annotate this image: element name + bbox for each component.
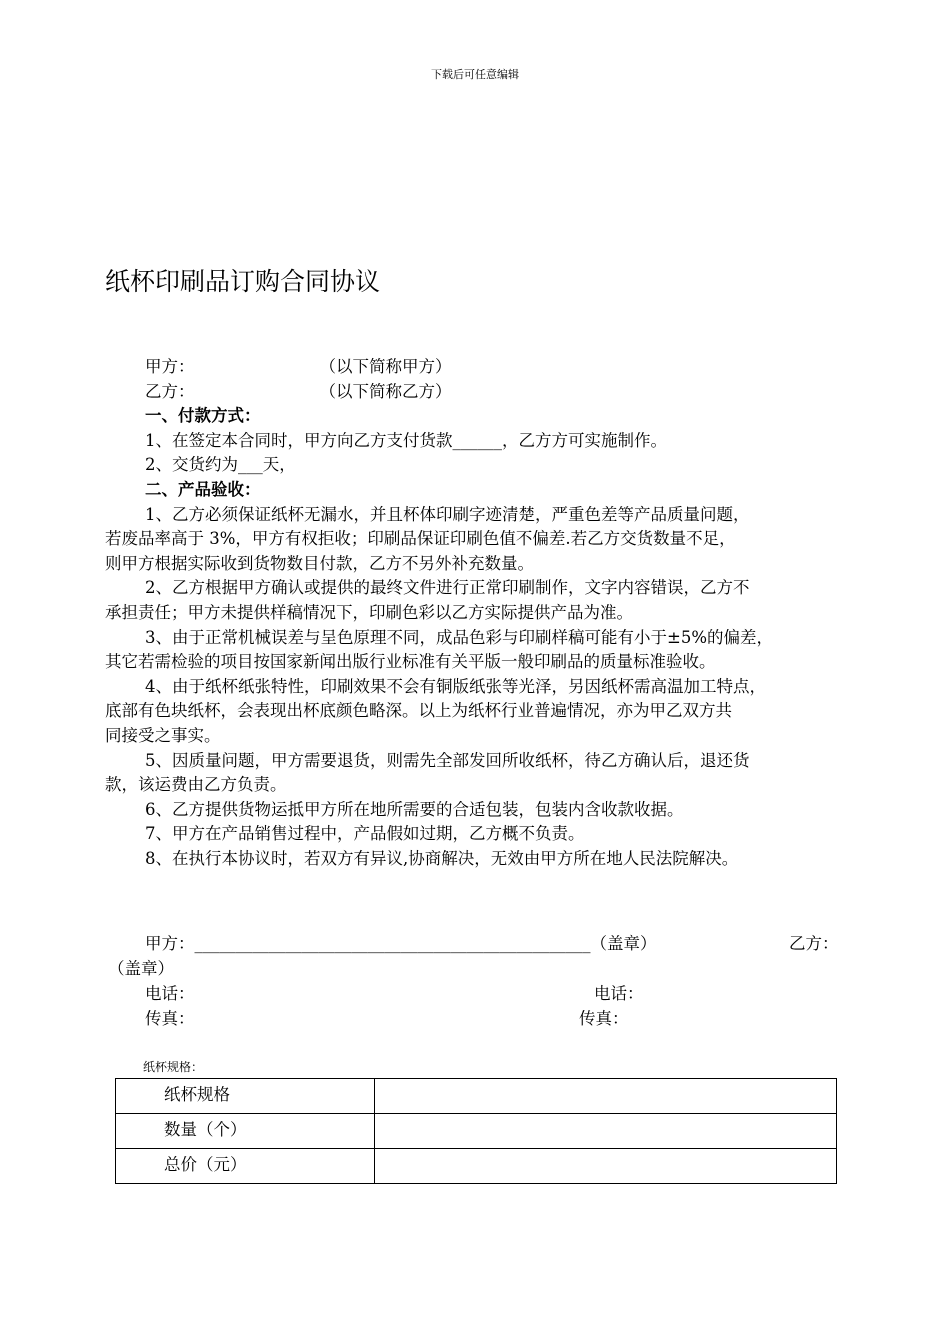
page-header-note: 下载后可任意编辑 bbox=[431, 68, 519, 81]
payment-item-1-tail: ，乙方方可实施制作。 bbox=[502, 430, 667, 450]
inspection-item-5-line: 5、因质量问题，甲方需要退货，则需先全部发回所收纸杯，待乙方确认后，退还货 bbox=[145, 750, 750, 770]
total-price-label-cell: 总价（元） bbox=[116, 1149, 375, 1184]
inspection-item-4-line: 4、由于纸杯纸张特性，印刷效果不会有铜版纸张等光泽，另因纸杯需高温加工特点， bbox=[145, 676, 766, 696]
signature-party-b-label: 乙方： bbox=[789, 934, 839, 953]
page-title: 纸杯印刷品订购合同协议 bbox=[105, 267, 381, 296]
inspection-item-7-line: 7、甲方在产品销售过程中，产品假如过期，乙方概不负责。 bbox=[145, 824, 585, 844]
party-b-label: 乙方： bbox=[145, 381, 195, 401]
inspection-item-8-line: 8、在执行本协议时，若双方有异议,协商解决，无效由甲方所在地人民法院解决。 bbox=[145, 848, 739, 868]
inspection-item-2-line: 2、乙方根据甲方确认或提供的最终文件进行正常印刷制作，文字内容错误，乙方不 bbox=[145, 578, 750, 598]
table-row bbox=[116, 1079, 837, 1114]
payment-item-2-tail: 天， bbox=[262, 455, 296, 475]
inspection-item-1-line: 若废品率高于 3%，甲方有权拒收；印刷品保证印刷色值不偏差.若乙方交货数量不足， bbox=[105, 529, 736, 549]
table-row bbox=[116, 1149, 837, 1184]
payment-item-2-text: 2、交货约为 bbox=[145, 455, 238, 475]
party-a-note: （以下简称甲方） bbox=[319, 357, 452, 376]
payment-amount-blank: ______ bbox=[452, 430, 502, 450]
table-row bbox=[116, 1114, 837, 1149]
section2-heading: 二、产品验收： bbox=[145, 479, 261, 499]
inspection-item-6-line: 6、乙方提供货物运抵甲方所在地所需要的合适包装，包装内含收款收据。 bbox=[145, 799, 684, 819]
inspection-item-5-line: 款，该运费由乙方负责。 bbox=[105, 775, 287, 795]
quantity-value-cell[interactable] bbox=[375, 1114, 837, 1149]
payment-item-1 bbox=[105, 429, 850, 454]
spec-table bbox=[115, 1078, 837, 1184]
inspection-item-3-line: 3、由于正常机械误差与呈色原理不同，成品色彩与印刷样稿可能有小于±5%的偏差， bbox=[145, 627, 773, 647]
contract-body bbox=[105, 355, 850, 871]
signature-party-a-line bbox=[145, 930, 657, 954]
signature-party-a-label: 甲方： bbox=[145, 934, 195, 953]
inspection-item-1-line: 则甲方根据实际收到货物数目付款，乙方不另外补充数量。 bbox=[105, 553, 534, 573]
phone-b-label: 电话： bbox=[594, 984, 644, 1003]
spec-caption: 纸杯规格： bbox=[143, 1060, 204, 1074]
signature-seal-a: （盖章） bbox=[590, 934, 657, 953]
payment-item-1-text: 1、在签定本合同时，甲方向乙方支付货款 bbox=[145, 430, 453, 450]
phone-a-label: 电话： bbox=[145, 984, 195, 1003]
fax-a-label: 传真： bbox=[145, 1009, 195, 1028]
party-b-note: （以下简称乙方） bbox=[319, 381, 452, 401]
total-price-value-cell[interactable] bbox=[375, 1149, 837, 1184]
inspection-item-3-line: 其它若需检验的项目按国家新闻出版行业标准有关平版一般印刷品的质量标准验收。 bbox=[105, 652, 716, 672]
inspection-item-1-line: 1、乙方必须保证纸杯无漏水，并且杯体印刷字迹清楚，严重色差等产品质量问题， bbox=[145, 504, 750, 524]
signature-seal-b: （盖章） bbox=[108, 959, 174, 978]
fax-b-label: 传真： bbox=[579, 1009, 629, 1028]
inspection-item-2-line: 承担责任；甲方未提供样稿情况下，印刷色彩以乙方实际提供产品为准。 bbox=[105, 602, 633, 622]
payment-item-2 bbox=[105, 453, 850, 478]
party-b-line bbox=[105, 380, 850, 405]
spec-value-cell[interactable] bbox=[375, 1079, 837, 1114]
quantity-label-cell: 数量（个） bbox=[116, 1114, 375, 1149]
party-a-line bbox=[105, 355, 850, 380]
section1-heading: 一、付款方式： bbox=[145, 406, 261, 426]
delivery-days-blank: ___ bbox=[238, 455, 263, 475]
party-a-label: 甲方： bbox=[145, 357, 195, 376]
spec-label-cell: 纸杯规格 bbox=[116, 1079, 375, 1114]
inspection-items bbox=[105, 503, 850, 872]
inspection-item-4-line: 同接受之事实。 bbox=[105, 725, 221, 745]
inspection-item-4-line: 底部有色块纸杯，会表现出杯底颜色略深。以上为纸杯行业普遍情况，亦为甲乙双方共 bbox=[105, 701, 732, 721]
signature-party-a-blank: ________________________________________________ bbox=[194, 934, 591, 953]
